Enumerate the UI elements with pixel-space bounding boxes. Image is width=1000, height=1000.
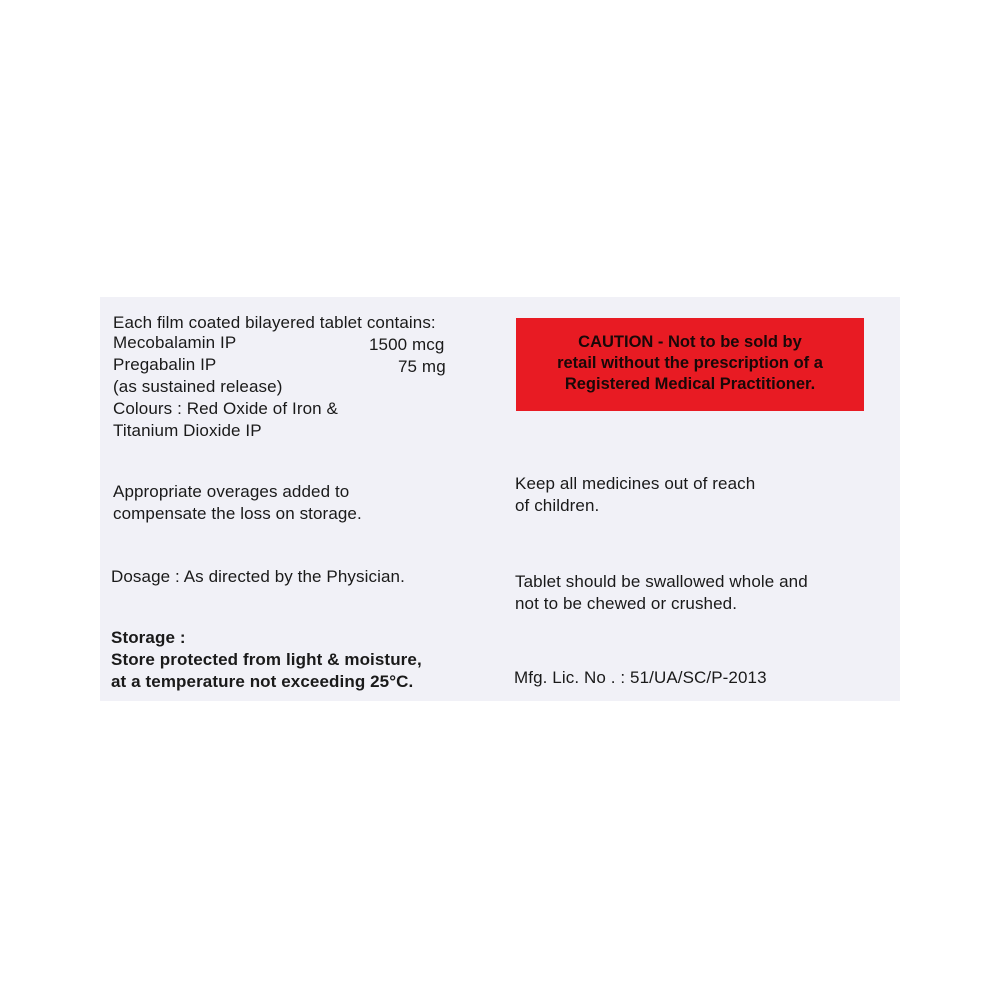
manufacturing-license: Mfg. Lic. No . : 51/UA/SC/P-2013 (514, 668, 767, 687)
ingredient-amount-pregabalin: 75 mg (398, 357, 446, 376)
swallow-instruction-line-2: not to be chewed or crushed. (515, 594, 738, 613)
ingredient-amount-mecobalamin: 1500 mcg (369, 335, 445, 354)
composition-heading: Each film coated bilayered tablet contains: (113, 313, 436, 332)
children-warning-line-2: of children. (515, 496, 600, 515)
children-warning-line-1: Keep all medicines out of reach (515, 474, 756, 493)
caution-line-1: CAUTION - Not to be sold by (578, 333, 802, 351)
overages-line-2: compensate the loss on storage. (113, 504, 362, 523)
colours-line-2: Titanium Dioxide IP (113, 421, 262, 440)
colours-line-1: Colours : Red Oxide of Iron & (113, 399, 338, 418)
sustained-release-note: (as sustained release) (113, 377, 283, 396)
overages-line-1: Appropriate overages added to (113, 482, 350, 501)
caution-box (516, 318, 864, 411)
ingredient-name-mecobalamin: Mecobalamin IP (113, 333, 237, 352)
ingredient-name-pregabalin: Pregabalin IP (113, 355, 217, 374)
medicine-label-panel (100, 297, 900, 701)
caution-line-3: Registered Medical Practitioner. (564, 375, 816, 393)
storage-line-2: at a temperature not exceeding 25°C. (111, 672, 414, 691)
caution-line-2: retail without the prescription of a (557, 354, 823, 372)
dosage-text: Dosage : As directed by the Physician. (111, 567, 405, 586)
swallow-instruction-line-1: Tablet should be swallowed whole and (515, 572, 808, 591)
storage-line-1: Store protected from light & moisture, (111, 650, 422, 669)
caution-text (557, 332, 823, 395)
storage-heading: Storage : (111, 628, 186, 647)
